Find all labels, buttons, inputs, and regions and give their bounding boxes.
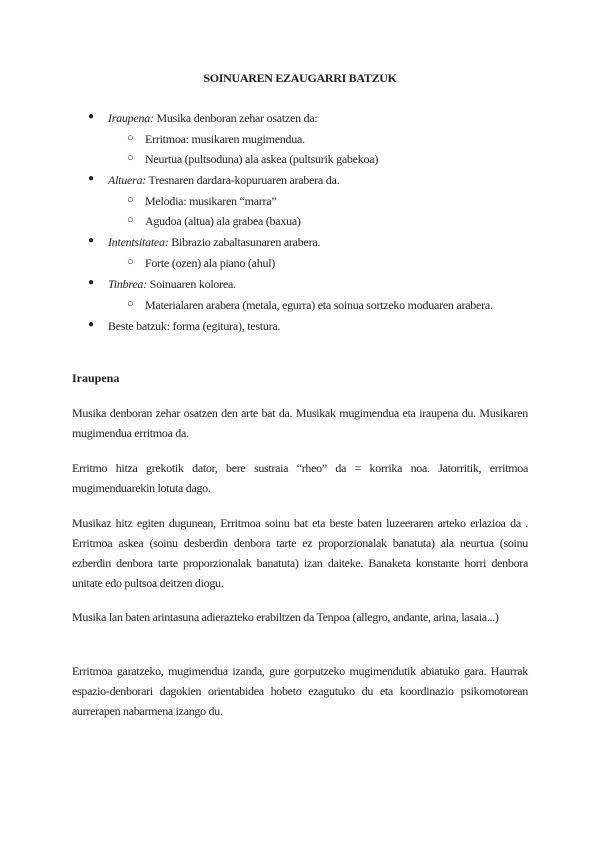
list-item-altuera: [88, 173, 340, 188]
paragraph: Erritmo hitza grekotik dator, bere sustraia “rheo” da = korrika noa. Jatorritik, erritmoa mugimenduarekin lotuta dago.: [72, 461, 528, 495]
bullet-icon: ●: [88, 173, 94, 184]
sub-list-text: Agudoa (altua) ala grabea (baxua): [145, 214, 301, 228]
list-item-beste-batzuk: [88, 319, 281, 334]
hollow-bullet-icon: ○: [127, 132, 134, 144]
list-text: Soinuaren kolorea.: [146, 277, 236, 291]
list-item-tinbrea: [88, 277, 236, 292]
sub-list-item: [127, 298, 493, 313]
list-text: Tresnaren dardara-kopuruaren arabera da.: [146, 173, 340, 187]
hollow-bullet-icon: ○: [127, 214, 134, 226]
paragraph: Musika denboran zehar osatzen den arte bat da. Musikak mugimendua eta iraupena du. Musikaren mugimendua erritmoa da.: [72, 406, 528, 440]
paragraph: Musikaz hitz egiten dugunean, Erritmoa soinu bat eta beste baten luzeeraren arteko erlazioa da . Erritmoa askea (soinu desberdin denbora tarte ez proporzionalak banatuta) ala neurtua (soinu ezberdin denbora tarte proporzionalak banatuta) izan daiteke. Banaketa konstante horri denbora unitate edo pultsoa deitzen diogu.: [72, 516, 528, 590]
list-term: Intentsitatea:: [108, 235, 169, 249]
sub-list-item: [127, 194, 277, 209]
hollow-bullet-icon: ○: [127, 194, 134, 206]
bullet-icon: ●: [88, 319, 94, 330]
list-item-intentsitatea: [88, 235, 321, 250]
hollow-bullet-icon: ○: [127, 152, 134, 164]
paragraph: Musika lan baten arintasuna adierazteko erabiltzen da Tenpoa (allegro, andante, arina, lasaia...): [72, 610, 499, 624]
list-item-iraupena: [88, 111, 318, 126]
hollow-bullet-icon: ○: [127, 256, 134, 268]
sub-list-item: [127, 256, 276, 271]
list-term: Tinbrea:: [108, 277, 147, 291]
list-text: Bibrazio zabaltasunaren arabera.: [168, 235, 321, 249]
bullet-icon: ●: [88, 235, 94, 246]
sub-list-text: Neurtua (pultsoduna) ala askea (pultsurik gabekoa): [145, 152, 379, 166]
sub-list-item: [127, 152, 379, 167]
list-text: Musika denboran zehar osatzen da:: [153, 111, 318, 125]
page-title: SOINUAREN EZAUGARRI BATZUK: [203, 71, 397, 85]
hollow-bullet-icon: ○: [127, 298, 134, 310]
list-text: Beste batzuk: forma (egitura), testura.: [108, 319, 281, 333]
sub-list-text: Melodia: musikaren “marra”: [145, 194, 277, 208]
sub-list-text: Materialaren arabera (metala, egurra) eta soinua sortzeko moduaren arabera.: [145, 298, 493, 312]
paragraph: Erritmoa garatzeko, mugimendua izanda, gure gorputzeko mugimendutik abiatuko gara. Haurrak espazio-denborari dagokien orientabidea hobeto ezagutuko du eta koordinazio psikomotorean aurrerapen nabarmena izango du.: [72, 664, 528, 718]
sub-list-item: [127, 214, 301, 229]
sub-list-text: Erritmoa: musikaren mugimendua.: [145, 132, 305, 146]
bullet-icon: ●: [88, 111, 94, 122]
list-term: Altuera:: [108, 173, 146, 187]
list-term: Iraupena:: [108, 111, 154, 125]
bullet-icon: ●: [88, 277, 94, 288]
section-heading: Iraupena: [72, 371, 120, 385]
sub-list-item: [127, 132, 305, 147]
sub-list-text: Forte (ozen) ala piano (ahul): [145, 256, 276, 270]
